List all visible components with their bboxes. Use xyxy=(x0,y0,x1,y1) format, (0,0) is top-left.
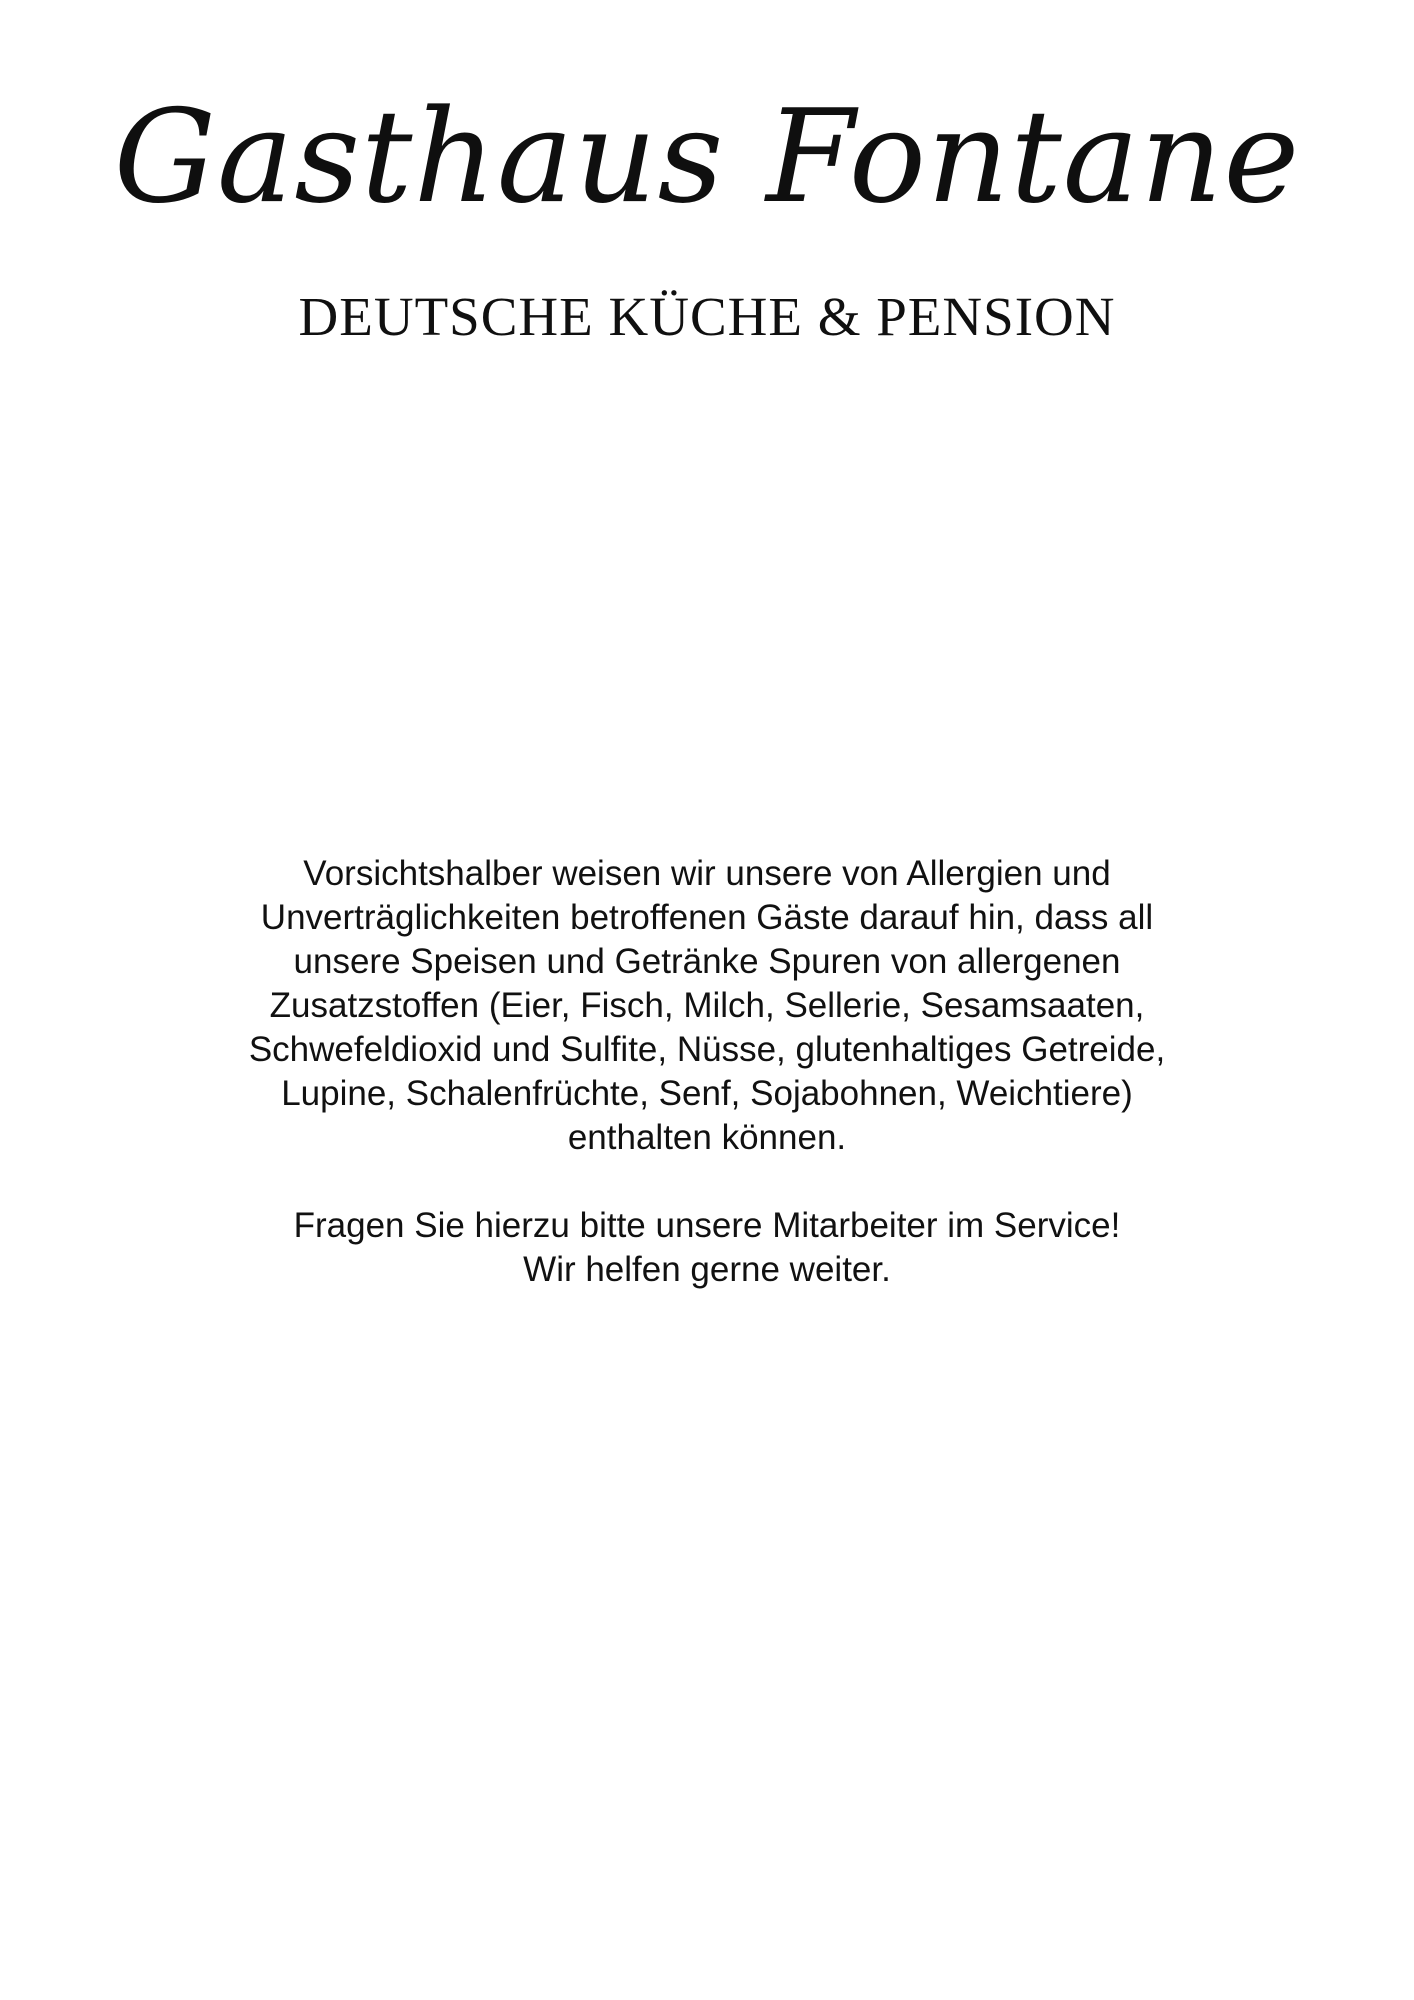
allergy-line: enthalten können. xyxy=(567,1118,847,1157)
allergy-notice xyxy=(160,852,1254,1292)
service-paragraph xyxy=(160,1204,1254,1292)
allergy-line: Lupine, Schalenfrüchte, Senf, Sojabohnen, Weichtiere) xyxy=(281,1074,1133,1113)
allergy-line: Unverträglichkeiten betroffenen Gäste darauf hin, dass all xyxy=(260,898,1154,937)
service-line: Fragen Sie hierzu bitte unsere Mitarbeiter im Service! xyxy=(293,1206,1121,1245)
paragraph-spacer xyxy=(160,1160,1254,1204)
allergy-line: Vorsichtshalber weisen wir unsere von Allergien und xyxy=(303,854,1111,893)
allergy-paragraph xyxy=(160,852,1254,1160)
allergy-line: unsere Speisen und Getränke Spuren von allergenen xyxy=(293,942,1121,981)
service-line: Wir helfen gerne weiter. xyxy=(523,1250,891,1289)
allergy-line: Schwefeldioxid und Sulfite, Nüsse, glutenhaltiges Getreide, xyxy=(248,1030,1166,1069)
restaurant-tagline: DEUTSCHE KÜCHE & PENSION xyxy=(298,285,1116,347)
allergy-line: Zusatzstoffen (Eier, Fisch, Milch, Sellerie, Sesamsaaten, xyxy=(269,986,1145,1025)
restaurant-name: Gasthaus Fontane xyxy=(113,83,1301,232)
brand-header xyxy=(0,83,1414,348)
